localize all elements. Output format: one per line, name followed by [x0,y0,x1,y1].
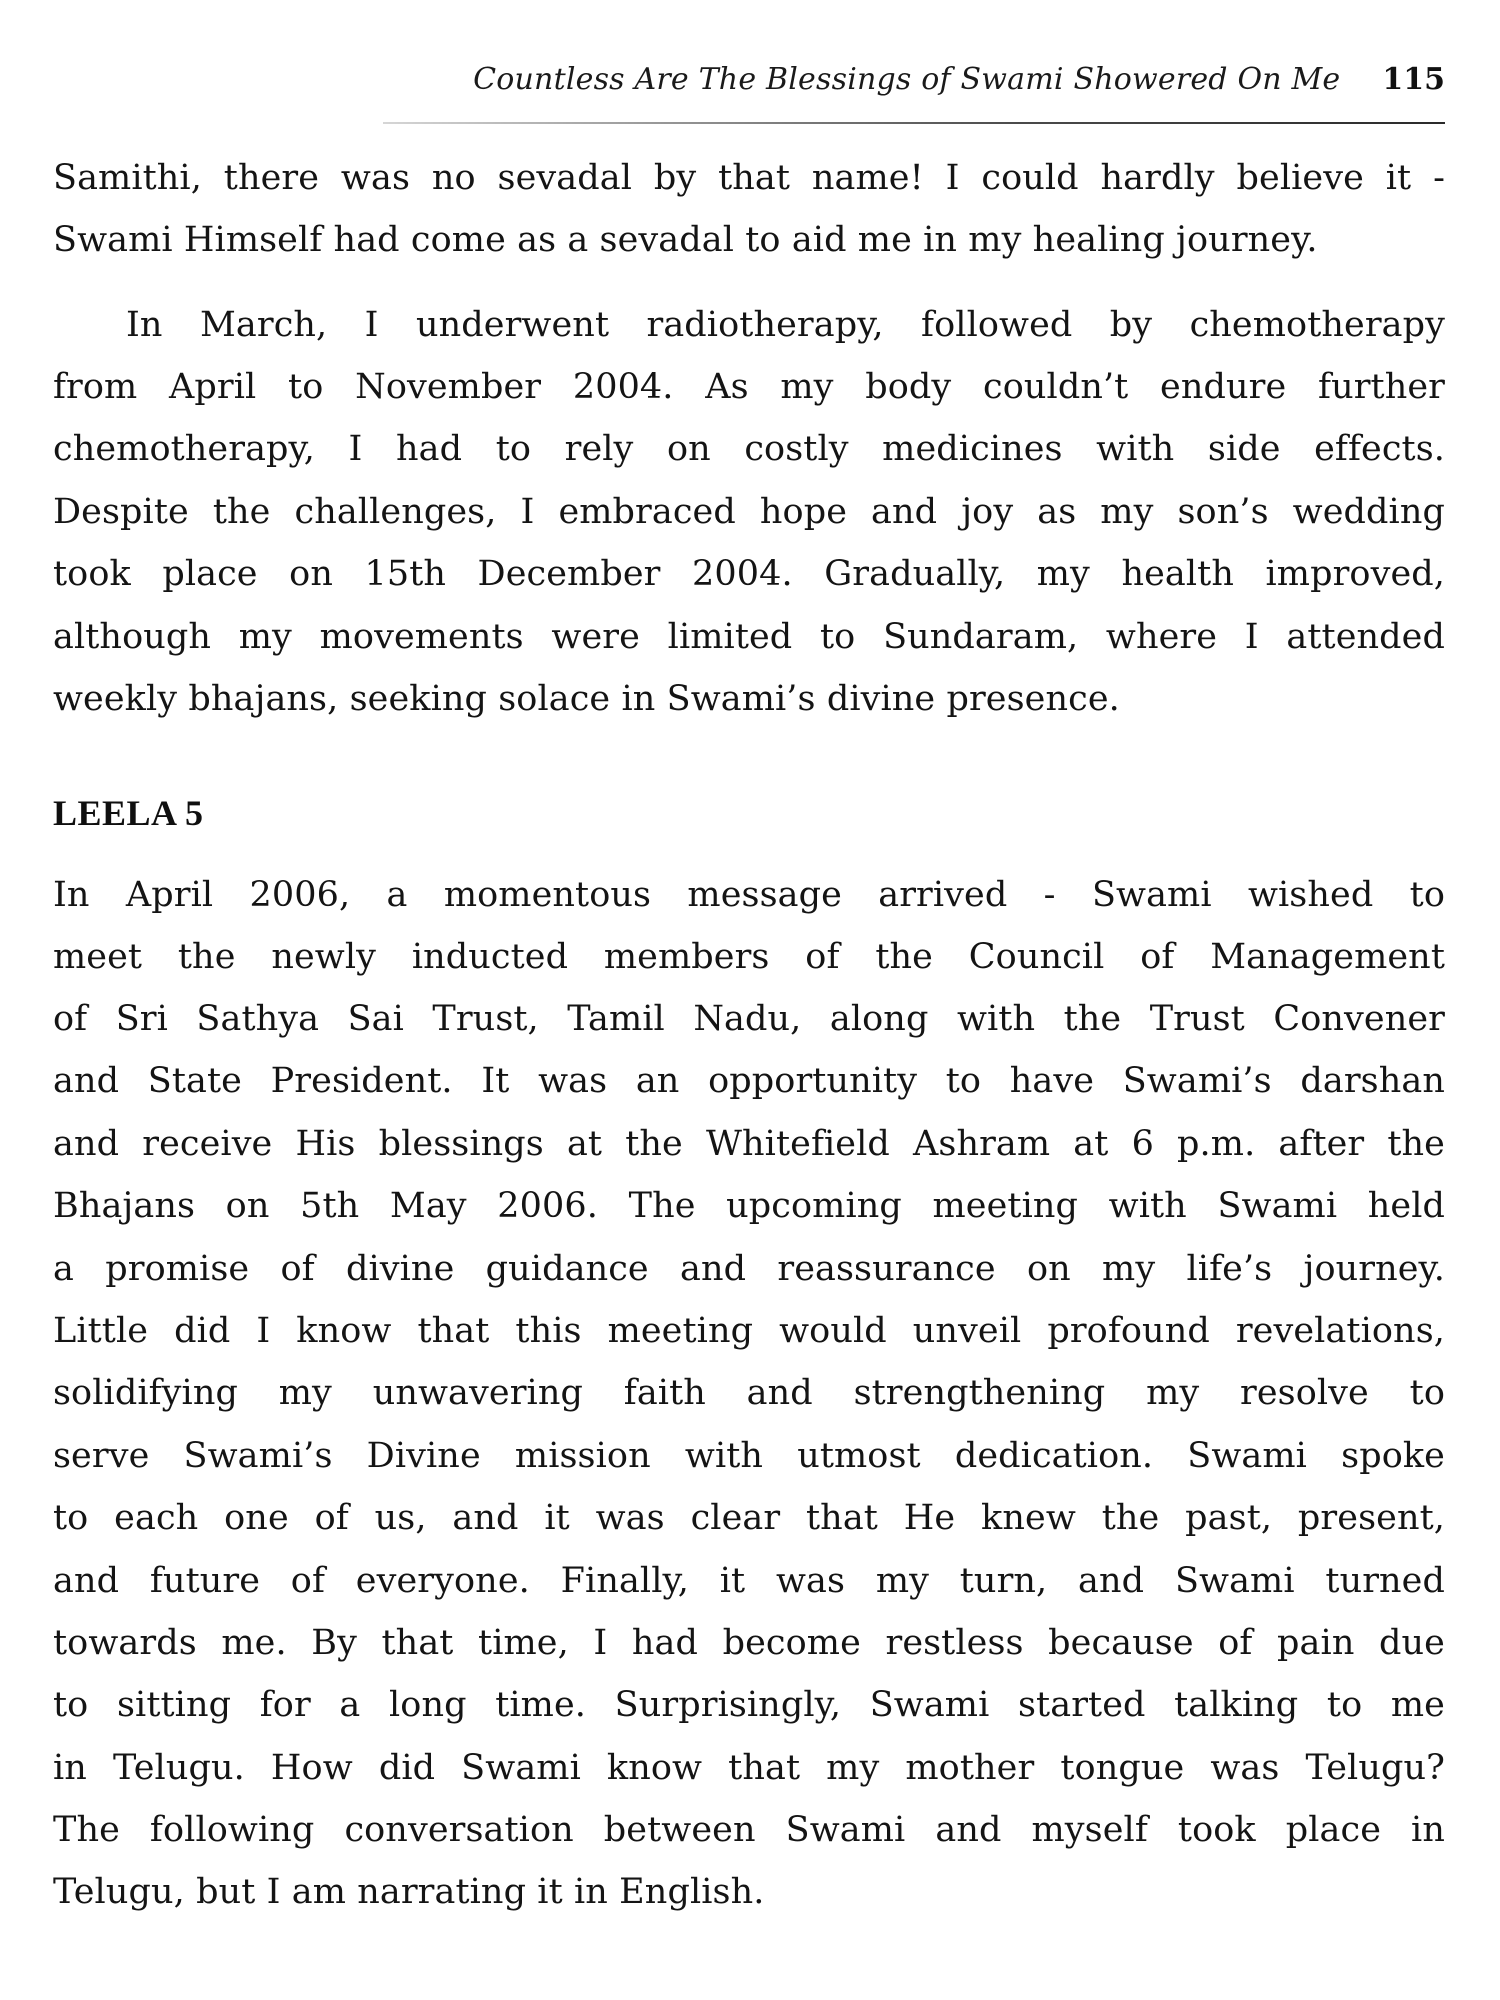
text-line: The following conversation between Swami and myself took place in [53,1810,1445,1850]
text-line: to sitting for a long time. Surprisingly, Swami started talking to me [53,1685,1445,1725]
text-line: and State President. It was an opportunity to have Swami’s darshan [53,1061,1445,1101]
section-heading: LEELA 5 [53,793,204,833]
text-line: Little did I know that this meeting would unveil profound revelations, [53,1311,1445,1351]
text-line: Samithi, there was no sevadal by that name! I could hardly believe it - [53,158,1445,198]
text-line: of Sri Sathya Sai Trust, Tamil Nadu, along with the Trust Convener [53,999,1445,1039]
text-line: towards me. By that time, I had become restless because of pain due [53,1623,1445,1663]
text-line: and future of everyone. Finally, it was my turn, and Swami turned [53,1561,1445,1601]
text-line: serve Swami’s Divine mission with utmost dedication. Swami spoke [53,1436,1445,1476]
text-line: Telugu, but I am narrating it in English. [53,1872,765,1912]
text-line: solidifying my unwavering faith and strengthening my resolve to [53,1373,1445,1413]
text-line: weekly bhajans, seeking solace in Swami’s divine presence. [53,679,1120,719]
header-rule [383,122,1445,124]
text-line: chemotherapy, I had to rely on costly medicines with side effects. [53,429,1445,469]
text-line: meet the newly inducted members of the Council of Management [53,937,1445,977]
text-line: to each one of us, and it was clear that He knew the past, present, [53,1498,1445,1538]
text-line: from April to November 2004. As my body couldn’t endure further [53,367,1445,407]
text-line: In April 2006, a momentous message arrived - Swami wished to [53,875,1445,915]
text-line: Bhajans on 5th May 2006. The upcoming meeting with Swami held [53,1186,1445,1226]
text-line: in Telugu. How did Swami know that my mother tongue was Telugu? [53,1748,1445,1788]
running-head [383,62,1445,112]
text-line: a promise of divine guidance and reassurance on my life’s journey. [53,1249,1445,1289]
text-line: Swami Himself had come as a sevadal to aid me in my healing journey. [53,220,1318,260]
text-line: Despite the challenges, I embraced hope and joy as my son’s wedding [53,492,1445,532]
page-number: 115 [1382,62,1445,97]
text-line: In March, I underwent radiotherapy, followed by chemotherapy [126,305,1445,345]
text-line: took place on 15th December 2004. Gradually, my health improved, [53,554,1445,594]
text-line: and receive His blessings at the Whitefield Ashram at 6 p.m. after the [53,1124,1445,1164]
text-line: although my movements were limited to Sundaram, where I attended [53,617,1445,657]
running-head-title: Countless Are The Blessings of Swami Showered On Me [473,62,1341,97]
